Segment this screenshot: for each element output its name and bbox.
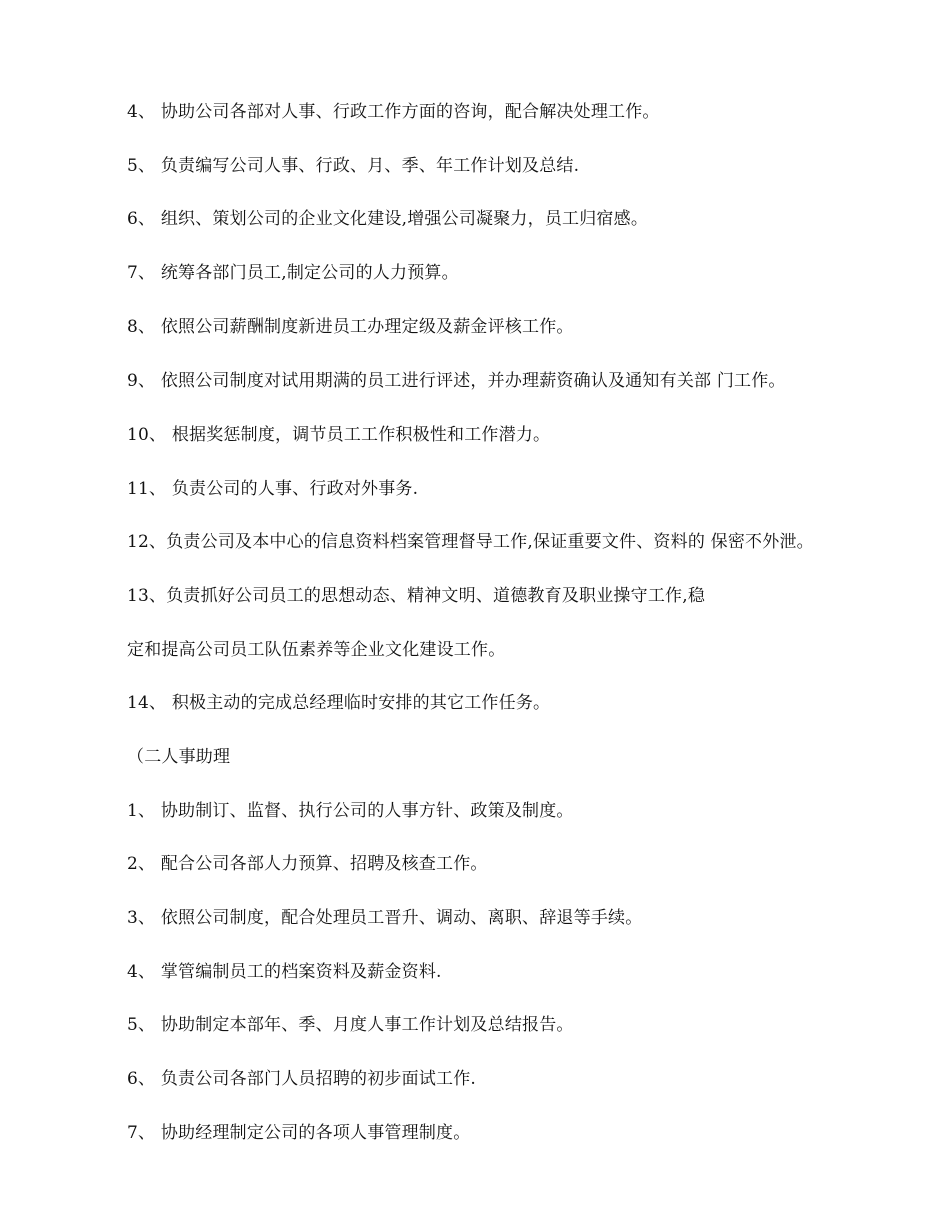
text-line: 14、 积极主动的完成总经理临时安排的其它工作任务。: [127, 693, 551, 713]
text-line: 7、 统筹各部门员工,制定公司的人力预算。: [127, 263, 459, 283]
text-line: 9、 依照公司制度对试用期满的员工进行评述，并办理薪资确认及通知有关部 门工作。: [127, 371, 786, 391]
text-line: 定和提高公司员工队伍素养等企业文化建设工作。: [127, 640, 506, 660]
text-line: 4、 协助公司各部对人事、行政工作方面的咨询，配合解决处理工作。: [127, 102, 660, 122]
text-line: 6、 组织、策划公司的企业文化建设,增强公司凝聚力，员工归宿感。: [127, 209, 649, 229]
section-heading: （二人事助理: [127, 747, 231, 767]
text-line: 1、 协助制订、监督、执行公司的人事方针、政策及制度。: [127, 801, 574, 821]
text-line: 8、 依照公司薪酬制度新进员工办理定级及薪金评核工作。: [127, 317, 574, 337]
text-line: 5、 负责编写公司人事、行政、月、季、年工作计划及总结.: [127, 156, 580, 176]
text-line: 6、 负责公司各部门人员招聘的初步面试工作.: [127, 1069, 477, 1089]
text-line: 13、负责抓好公司员工的思想动态、精神文明、道德教育及职业操守工作,稳: [127, 586, 706, 606]
text-line: 7、 协助经理制定公司的各项人事管理制度。: [127, 1123, 471, 1143]
text-line: 3、 依照公司制度，配合处理员工晋升、调动、离职、辞退等手续。: [127, 908, 643, 928]
text-line: 5、 协助制定本部年、季、月度人事工作计划及总结报告。: [127, 1015, 574, 1035]
text-line: 10、 根据奖惩制度，调节员工工作积极性和工作潜力。: [127, 425, 551, 445]
text-line: 12、负责公司及本中心的信息资料档案管理督导工作,保证重要文件、资料的 保密不外泄。: [127, 532, 814, 552]
text-line: 11、 负责公司的人事、行政对外事务.: [127, 479, 419, 499]
text-line: 2、 配合公司各部人力预算、招聘及核查工作。: [127, 854, 488, 874]
text-line: 4、 掌管编制员工的档案资料及薪金资料.: [127, 962, 442, 982]
